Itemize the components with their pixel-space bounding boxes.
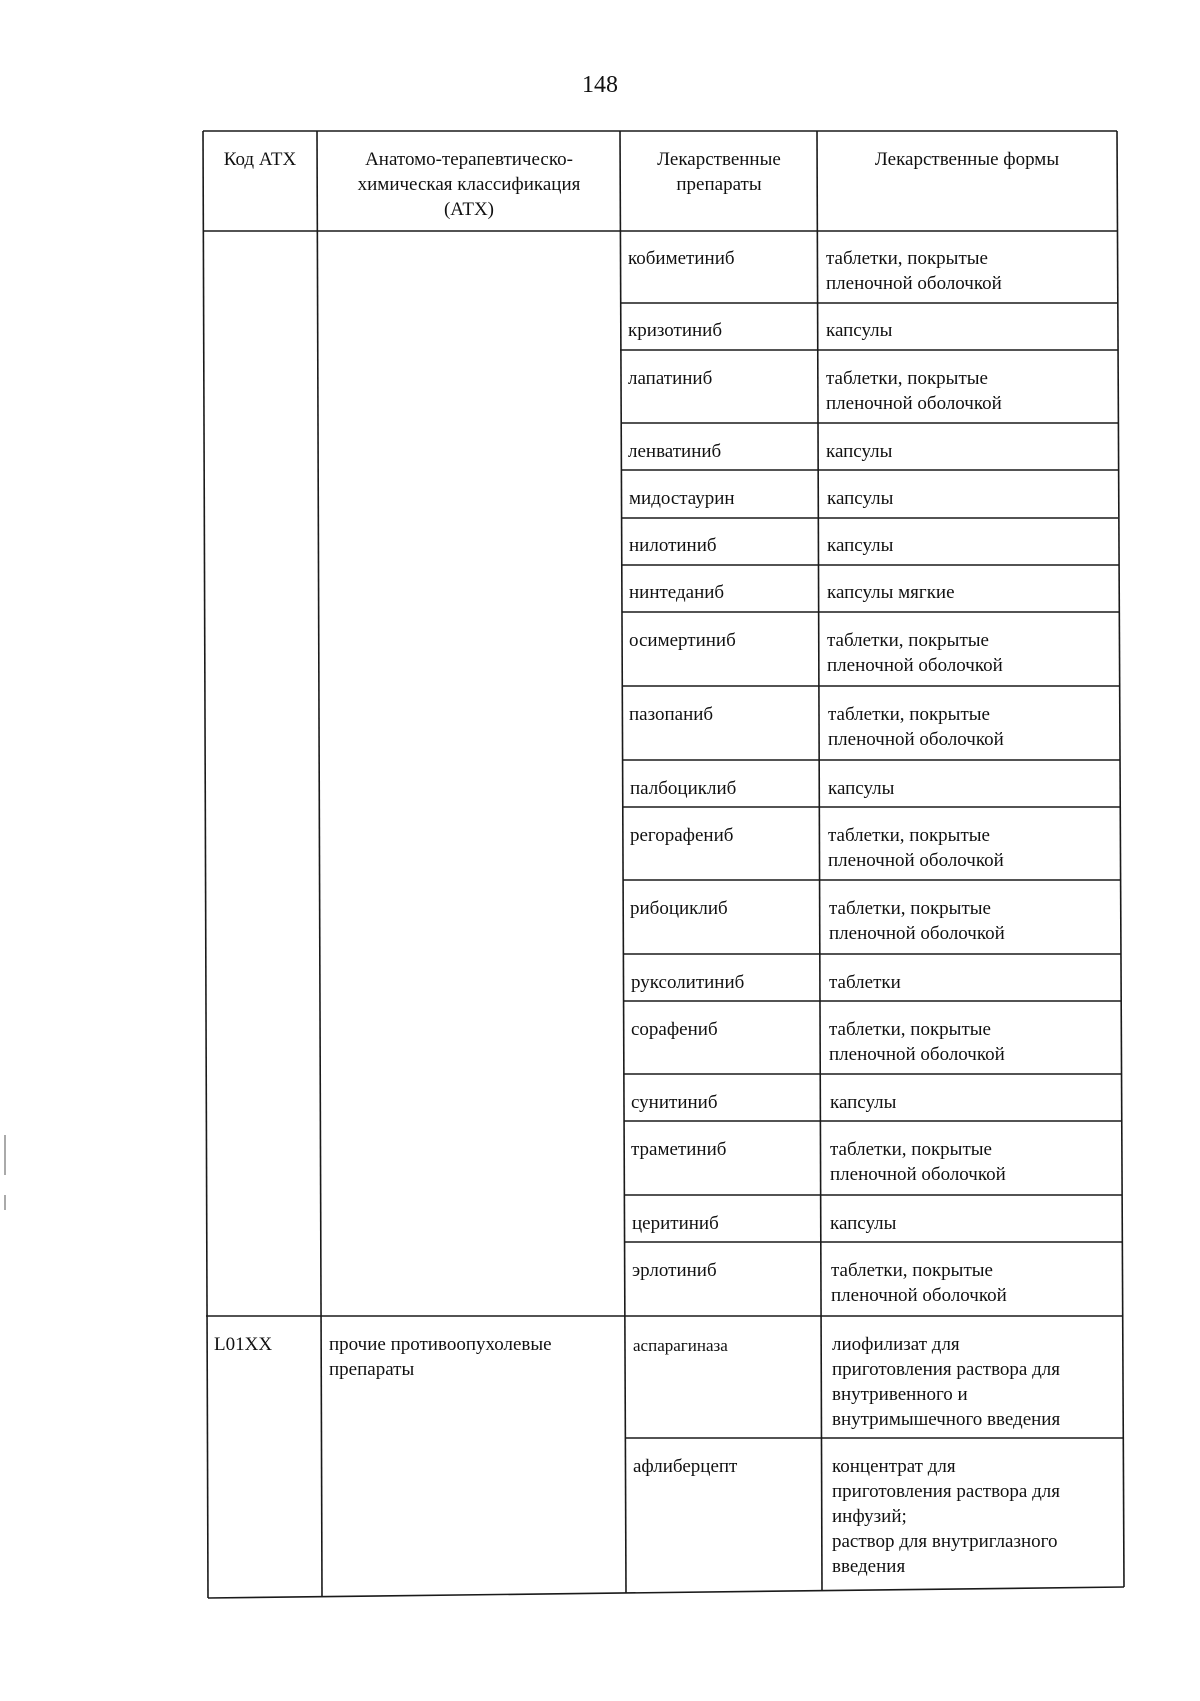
table-row-drug: нилотиниб	[629, 535, 717, 556]
header-classification: Анатомо-терапевтическо- химическая классификация (АТХ)	[357, 149, 581, 220]
table-row-drug: траметиниб	[631, 1139, 727, 1160]
table-row-drug: эрлотиниб	[632, 1260, 717, 1281]
table-row-drug: сунитиниб	[631, 1092, 718, 1113]
group-classification: прочие противоопухолевые препараты	[329, 1334, 552, 1380]
table-row-form: таблетки, покрытые пленочной оболочкой	[829, 1019, 1005, 1065]
table-row-form: таблетки, покрытые пленочной оболочкой	[829, 898, 1005, 944]
table-row-drug: палбоциклиб	[630, 778, 737, 799]
table-row-form: лиофилизат для приготовления раствора для внутривенного и внутримышечного введения	[832, 1334, 1061, 1430]
table-row-drug: нинтеданиб	[629, 582, 725, 603]
table-row-form: капсулы	[826, 441, 893, 462]
table-row-drug: ленватиниб	[628, 441, 722, 462]
table-row-drug: афлиберцепт	[633, 1456, 738, 1477]
table-row-form: капсулы	[827, 535, 894, 556]
table-row-form: таблетки	[829, 972, 901, 993]
table-row-drug: пазопаниб	[629, 704, 714, 725]
table-row-drug: регорафениб	[630, 825, 734, 846]
table-row-drug: рибоциклиб	[630, 898, 728, 919]
table-row-form: капсулы	[827, 488, 894, 509]
page-number: 148	[582, 72, 618, 98]
group-code: L01XX	[214, 1334, 273, 1355]
table-row-form: капсулы	[828, 778, 895, 799]
table-row-form: таблетки, покрытые пленочной оболочкой	[826, 248, 1002, 294]
table-row-drug: кризотиниб	[628, 320, 723, 341]
table-row-form: таблетки, покрытые пленочной оболочкой	[828, 825, 1004, 871]
table-row-form: капсулы мягкие	[827, 582, 955, 603]
table-row-form: капсулы	[830, 1092, 897, 1113]
table-row-drug: церитиниб	[632, 1213, 719, 1234]
table-row-drug: аспарагиназа	[633, 1336, 728, 1355]
table-row-drug: сорафениб	[631, 1019, 718, 1040]
table-row-drug: лапатиниб	[628, 368, 713, 389]
table-row-form: таблетки, покрытые пленочной оболочкой	[828, 704, 1004, 750]
table-row-form: концентрат для приготовления раствора для инфузий; раствор для внутриглазного введения	[832, 1456, 1060, 1577]
table-row-form: таблетки, покрытые пленочной оболочкой	[831, 1260, 1007, 1306]
table-row-form: таблетки, покрытые пленочной оболочкой	[826, 368, 1002, 414]
table-row-drug: руксолитиниб	[631, 972, 745, 993]
header-forms: Лекарственные формы	[874, 149, 1060, 170]
table-row-drug: осимертиниб	[629, 630, 736, 651]
table-row-form: капсулы	[826, 320, 893, 341]
table-row-form: таблетки, покрытые пленочной оболочкой	[830, 1139, 1006, 1185]
table-row-drug: мидостаурин	[629, 488, 735, 509]
table-row-drug: кобиметиниб	[628, 248, 735, 269]
header-code: Код АТХ	[223, 149, 297, 170]
table-row-form: капсулы	[830, 1213, 897, 1234]
table-row-form: таблетки, покрытые пленочной оболочкой	[827, 630, 1003, 676]
header-drugs: Лекарственные препараты	[657, 149, 781, 195]
